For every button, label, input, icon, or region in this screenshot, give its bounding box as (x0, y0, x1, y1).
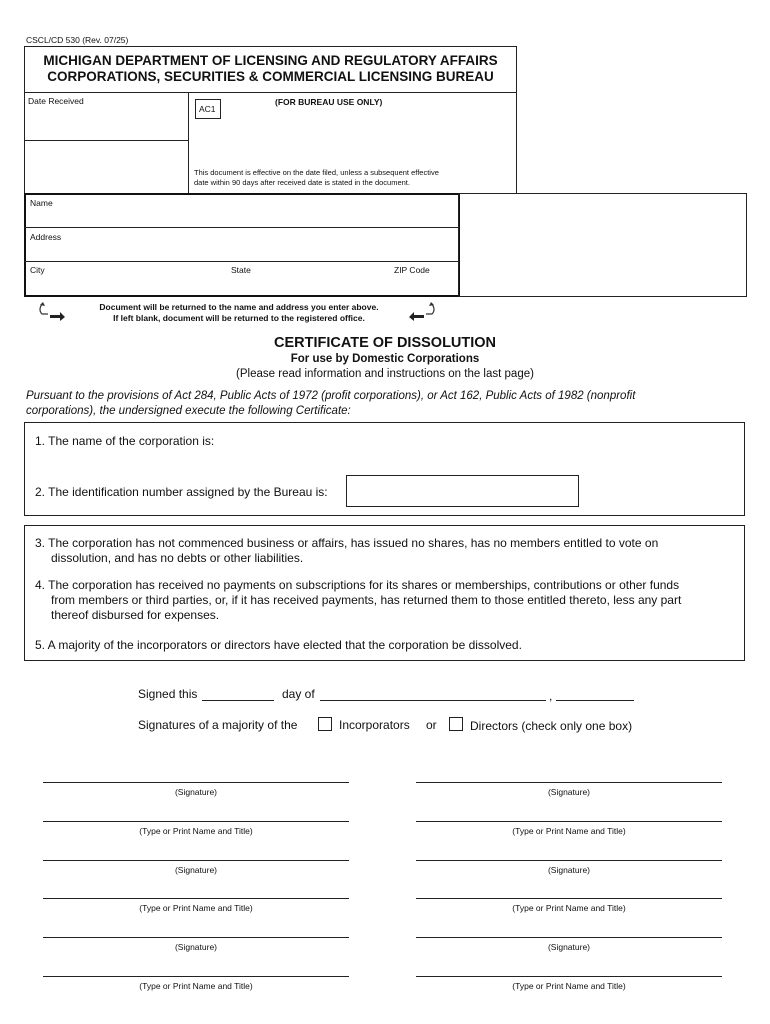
agency-name: MICHIGAN DEPARTMENT OF LICENSING AND REGULATORY AFFAIRS (43, 53, 498, 68)
or-label: or (426, 718, 437, 732)
effective-note-line2: date within 90 days after received date is stated in the document. (194, 178, 410, 187)
signature-caption: (Signature) (174, 865, 218, 875)
zip-label: ZIP Code (394, 265, 430, 275)
name-input[interactable] (70, 206, 450, 224)
item-5-text: 5. A majority of the incorporators or directors have elected that the corporation be dissolved. (35, 638, 522, 652)
bureau-use-only: (FOR BUREAU USE ONLY) (275, 97, 383, 107)
print-name-line[interactable] (416, 976, 722, 977)
directors-checkbox[interactable] (449, 717, 463, 731)
id-number-box (346, 475, 579, 507)
signature-line[interactable] (43, 782, 349, 783)
state-input[interactable] (231, 277, 381, 293)
signatures-of-label: Signatures of a majority of the (138, 718, 298, 732)
item-3-line2: dissolution, and has no debts or other liabilities. (51, 551, 304, 565)
state-label: State (231, 265, 251, 275)
print-name-line[interactable] (43, 898, 349, 899)
return-arrow-right-icon (408, 300, 438, 322)
print-name-caption: (Type or Print Name and Title) (512, 981, 626, 991)
date-received-divider (24, 140, 189, 141)
item-1-text: 1. The name of the corporation is: (35, 434, 215, 448)
signature-caption: (Signature) (174, 942, 218, 952)
signature-caption: (Signature) (547, 865, 591, 875)
return-note-line1: Document will be returned to the name and address you enter above. (99, 302, 379, 312)
incorporators-checkbox[interactable] (318, 717, 332, 731)
signature-caption: (Signature) (547, 942, 591, 952)
return-note (66, 302, 412, 324)
date-received-label: Date Received (28, 96, 84, 106)
zip-input[interactable] (394, 277, 452, 293)
signature-line[interactable] (416, 937, 722, 938)
signature-line[interactable] (416, 782, 722, 783)
print-name-caption: (Type or Print Name and Title) (139, 903, 253, 913)
print-name-caption: (Type or Print Name and Title) (512, 903, 626, 913)
item-2-text: 2. The identification number assigned by the Bureau is: (35, 485, 328, 499)
bureau-name: CORPORATIONS, SECURITIES & COMMERCIAL LICENSING BUREAU (47, 69, 494, 84)
signature-line[interactable] (43, 860, 349, 861)
address-divider (24, 261, 460, 262)
print-name-caption: (Type or Print Name and Title) (512, 826, 626, 836)
return-arrow-left-icon (36, 300, 66, 322)
corporation-name-input[interactable] (230, 434, 730, 450)
signed-month-input[interactable] (320, 686, 546, 701)
name-divider (24, 227, 460, 228)
form-id: CSCL/CD 530 (Rev. 07/25) (26, 35, 129, 45)
print-name-line[interactable] (43, 976, 349, 977)
signed-year-input[interactable] (556, 686, 634, 701)
comma: , (549, 689, 553, 703)
certificate-subtitle: For use by Domestic Corporations (290, 353, 480, 365)
print-name-line[interactable] (416, 898, 722, 899)
print-name-line[interactable] (416, 821, 722, 822)
return-address-side-box (458, 193, 747, 297)
address-input[interactable] (80, 240, 450, 258)
id-number-input[interactable] (351, 483, 573, 499)
date-received-input[interactable] (28, 112, 183, 132)
item-3-line1: 3. The corporation has not commenced business or affairs, has issued no shares, has no members entitled to vote on (35, 536, 659, 550)
instructions-note: (Please read information and instructions on the last page) (236, 368, 534, 380)
item-4-line2: from members or third parties, or, if it has received payments, has returned them to those entitled thereto, less any part (51, 593, 682, 607)
return-note-line2: If left blank, document will be returned to the registered office. (113, 313, 365, 323)
ac1-box: AC1 (195, 99, 221, 119)
effective-note (194, 168, 439, 188)
signature-caption: (Signature) (547, 787, 591, 797)
item-4-text (35, 578, 681, 623)
print-name-caption: (Type or Print Name and Title) (139, 826, 253, 836)
incorporators-label: Incorporators (339, 718, 410, 732)
agency-header (24, 46, 517, 93)
name-label: Name (30, 198, 53, 208)
city-label: City (30, 265, 45, 275)
certificate-title: CERTIFICATE OF DISSOLUTION (273, 335, 497, 351)
directors-label: Directors (check only one box) (470, 719, 633, 733)
signature-line[interactable] (43, 937, 349, 938)
day-of-label: day of (282, 687, 315, 701)
print-name-line[interactable] (43, 821, 349, 822)
item-4-line3: thereof disbursed for expenses. (51, 608, 220, 622)
signature-line[interactable] (416, 860, 722, 861)
intro-text (26, 389, 756, 419)
effective-note-line1: This document is effective on the date filed, unless a subsequent effective (194, 168, 439, 177)
signature-caption: (Signature) (174, 787, 218, 797)
signed-this-label: Signed this (138, 687, 198, 701)
address-label: Address (30, 232, 62, 242)
print-name-caption: (Type or Print Name and Title) (139, 981, 253, 991)
intro-line1: Pursuant to the provisions of Act 284, Public Acts of 1972 (profit corporations), or Act 162, Public Acts of 1982 (nonprofit (26, 390, 636, 402)
bureau-divider (188, 92, 189, 193)
item-3-text (35, 536, 658, 566)
signed-day-input[interactable] (202, 686, 274, 701)
intro-line2: corporations), the undersigned execute the following Certificate: (26, 405, 351, 417)
city-input[interactable] (30, 277, 220, 293)
item-4-line1: 4. The corporation has received no payments on subscriptions for its shares or memberships, contributions or other funds (35, 578, 680, 592)
